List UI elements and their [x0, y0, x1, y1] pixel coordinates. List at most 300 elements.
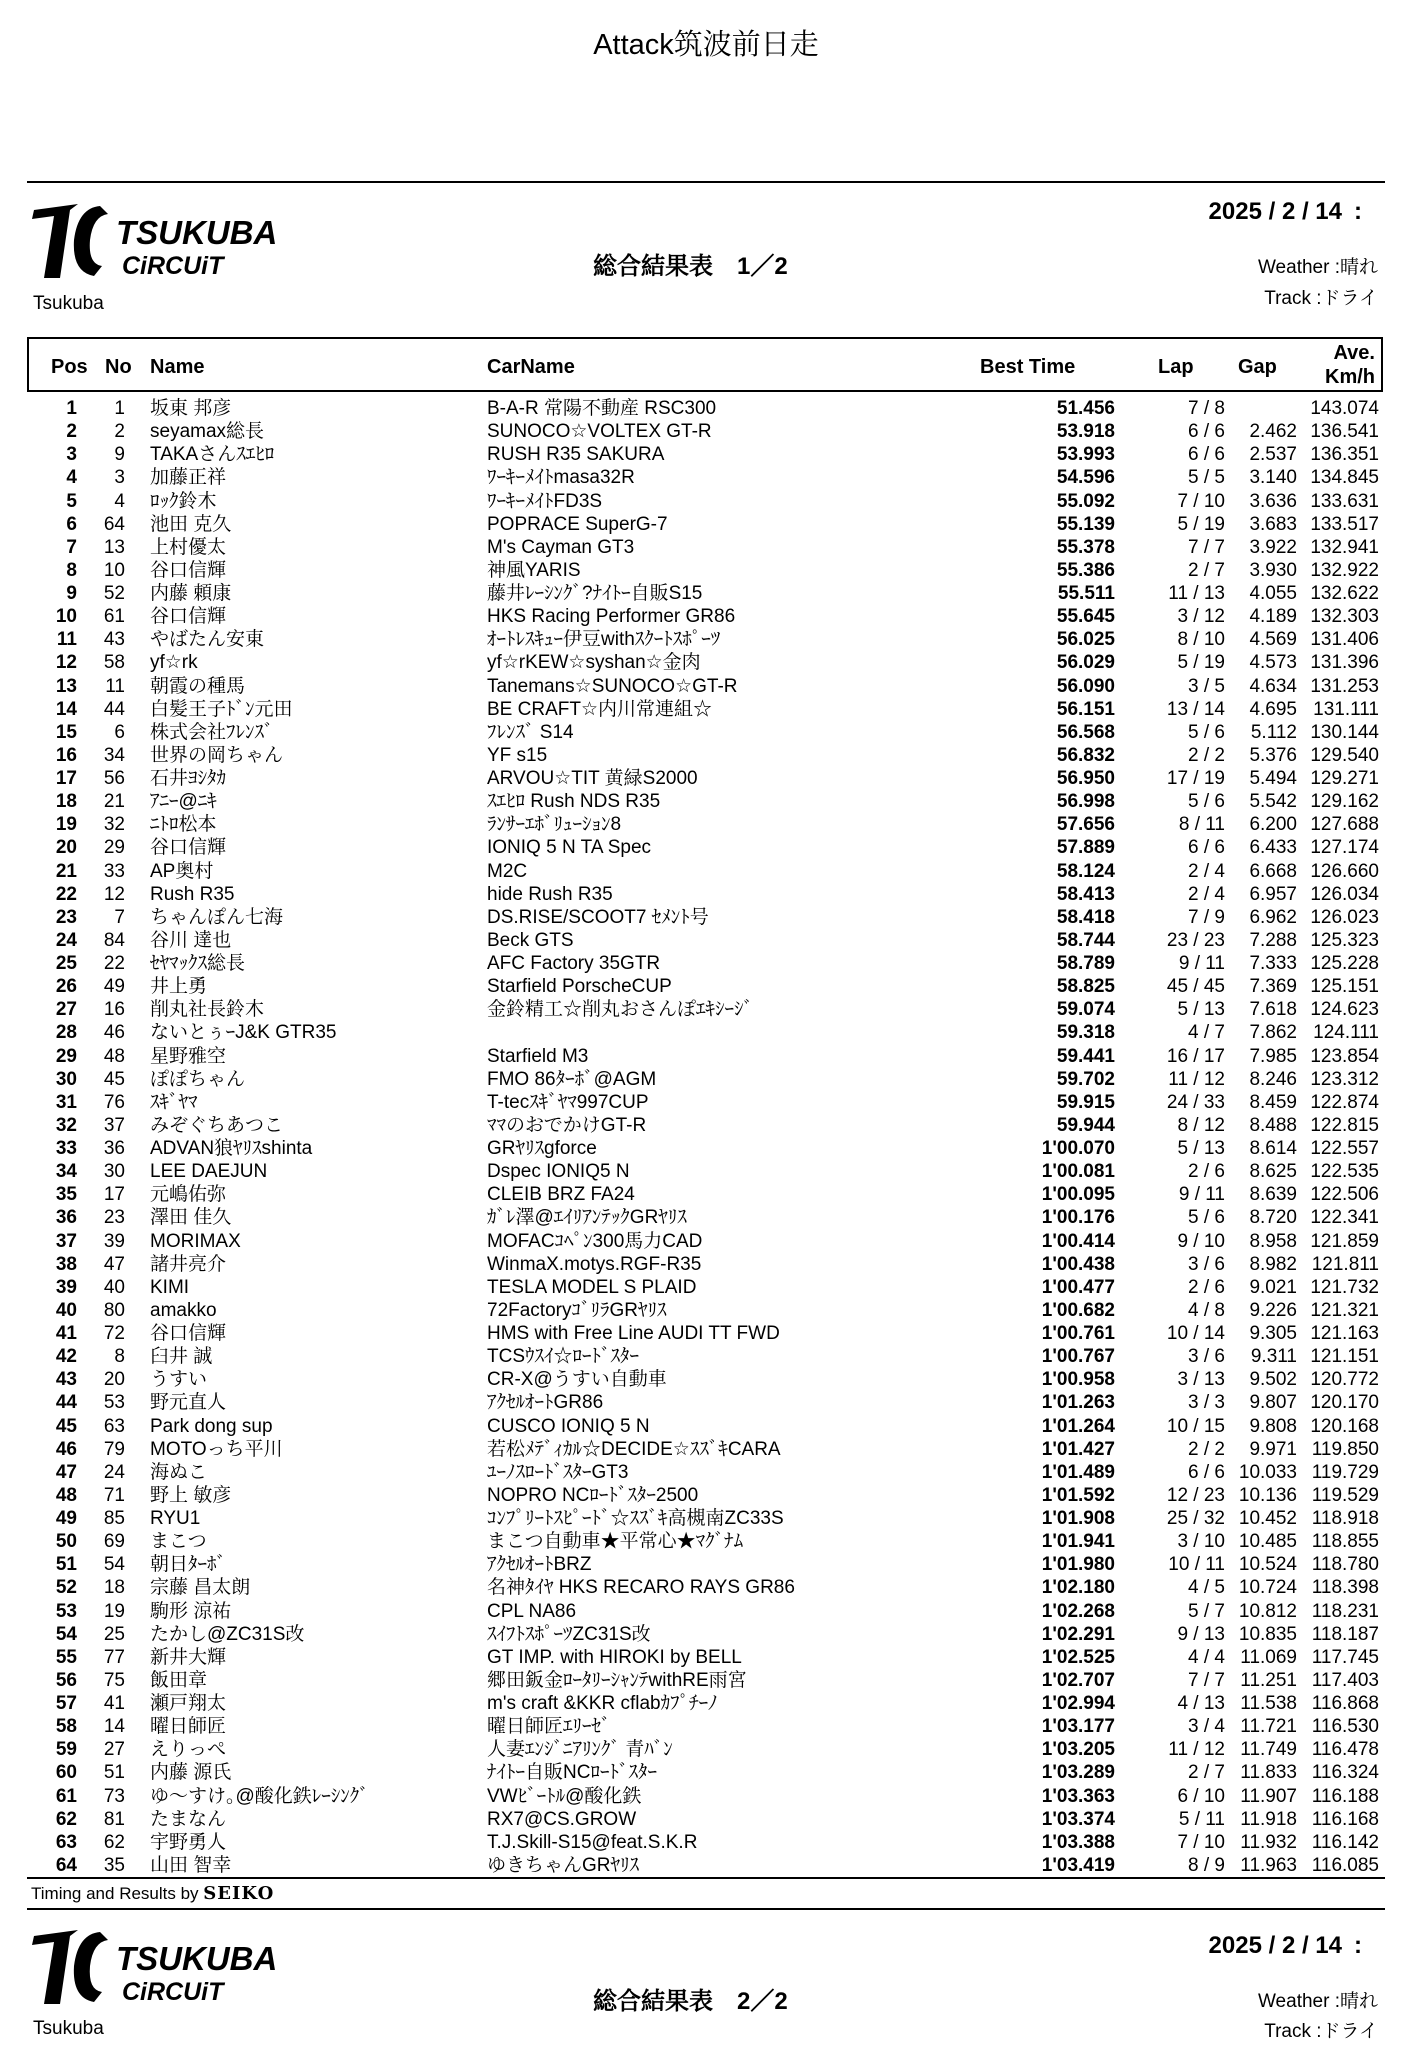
cell-name: うすい	[150, 1369, 208, 1391]
cell-gap: 2.537	[1249, 444, 1297, 466]
cell-name: 星野雅空	[150, 1045, 227, 1067]
cell-lap: 8 / 12	[1177, 1114, 1225, 1136]
cell-pos: 36	[55, 1207, 77, 1229]
cell-name: まこつ	[150, 1531, 207, 1553]
footer-rule	[27, 1908, 1385, 1910]
table-row	[27, 1299, 1385, 1322]
sheet-title-2: 総合結果表 2／2	[593, 1988, 788, 2015]
cell-no: 14	[103, 1716, 125, 1738]
cell-gap: 4.573	[1249, 652, 1297, 674]
cell-car: 若松ﾒﾃﾞｨｶﾙ☆DECIDE☆ｽｽﾞｷCARA	[487, 1438, 781, 1460]
cell-ave-speed: 132.303	[1310, 606, 1379, 628]
col-gap: Gap	[1238, 356, 1277, 378]
cell-ave-speed: 121.163	[1310, 1323, 1379, 1344]
cell-name: たまなん	[150, 1808, 227, 1830]
cell-lap: 5 / 6	[1188, 1207, 1225, 1229]
cell-gap: 3.930	[1249, 559, 1297, 581]
cell-car: T-tecｽｷﾞﾔﾏ997CUP	[487, 1091, 649, 1113]
table-row	[27, 582, 1385, 605]
cell-car: TESLA MODEL S PLAID	[487, 1276, 697, 1298]
cell-best-time: 56.568	[1056, 721, 1115, 743]
cell-gap: 9.311	[1250, 1346, 1297, 1368]
cell-ave-speed: 118.187	[1311, 1623, 1379, 1645]
cell-gap: 6.200	[1249, 814, 1297, 836]
cell-car: ｽｲﾌﾄｽﾎﾟｰﾂZC31S改	[487, 1623, 651, 1645]
cell-pos: 64	[55, 1854, 77, 1876]
cell-ave-speed: 131.396	[1310, 652, 1379, 674]
cell-best-time: 59.074	[1056, 999, 1115, 1021]
cell-gap: 7.985	[1249, 1045, 1297, 1067]
table-row	[27, 1576, 1385, 1599]
table-row	[27, 1276, 1385, 1299]
cell-gap: 9.021	[1249, 1276, 1297, 1298]
cell-lap: 5 / 7	[1188, 1600, 1225, 1622]
cell-no: 46	[103, 1022, 125, 1044]
cell-lap: 2 / 4	[1188, 883, 1225, 905]
location-label: Tsukuba	[33, 293, 104, 314]
cell-car: 72FactoryｺﾞﾘﾗGRﾔﾘｽ	[487, 1299, 667, 1321]
cell-pos: 30	[55, 1068, 77, 1090]
cell-pos: 2	[66, 421, 77, 443]
cell-name: MORIMAX	[150, 1230, 241, 1252]
cell-ave-speed: 117.403	[1311, 1669, 1379, 1691]
col-no: No	[105, 356, 132, 378]
table-row	[27, 1808, 1385, 1831]
cell-name: 宇野勇人	[150, 1831, 227, 1853]
cell-pos: 8	[66, 559, 77, 581]
cell-gap: 9.807	[1249, 1392, 1297, 1414]
cell-best-time: 1'02.994	[1041, 1693, 1115, 1714]
cell-car: Beck GTS	[487, 929, 574, 951]
cell-gap: 6.433	[1249, 837, 1297, 859]
cell-name: seyamax総長	[150, 421, 265, 443]
cell-pos: 32	[55, 1114, 77, 1136]
cell-gap: 5.542	[1249, 791, 1297, 813]
cell-car: MOFACｺﾍﾟﾝ300馬力CAD	[487, 1230, 703, 1252]
logo-text-circuit: CiRCUiT	[122, 252, 224, 280]
cell-lap: 24 / 33	[1166, 1091, 1225, 1113]
cell-ave-speed: 126.023	[1310, 906, 1379, 928]
cell-car: NOPRO NCﾛｰﾄﾞｽﾀｰ2500	[487, 1484, 699, 1506]
cell-pos: 51	[55, 1554, 77, 1576]
table-row	[27, 1368, 1385, 1391]
cell-pos: 48	[55, 1484, 77, 1506]
cell-lap: 10 / 11	[1168, 1554, 1225, 1576]
cell-name: amakko	[150, 1299, 217, 1321]
cell-no: 48	[103, 1045, 125, 1067]
cell-name: ぽぽちゃん	[150, 1068, 246, 1090]
event-date-2: 2025 / 2 / 14	[1208, 1932, 1342, 1959]
cell-lap: 2 / 7	[1188, 559, 1225, 581]
cell-lap: 7 / 10	[1177, 1831, 1225, 1853]
cell-car: Starfield M3	[487, 1045, 589, 1067]
cell-no: 64	[103, 513, 125, 535]
cell-car: DS.RISE/SCOOT7 ｾﾒﾝﾄ号	[487, 906, 709, 928]
cell-gap: 9.226	[1249, 1299, 1297, 1321]
cell-gap: 7.333	[1249, 953, 1297, 974]
cell-car: FMO 86ﾀｰﾎﾞ@AGM	[487, 1068, 657, 1090]
cell-name: ゆ～すけ｡@酸化鉄ﾚｰｼﾝｸﾞ	[150, 1785, 369, 1807]
cell-car: TCSｳｽｲ☆ﾛｰﾄﾞｽﾀｰ	[487, 1346, 640, 1368]
cell-no: 58	[103, 652, 125, 674]
cell-car: ﾜｰｷｰﾒｲﾄmasa32R	[487, 467, 635, 489]
cell-ave-speed: 129.540	[1310, 744, 1379, 766]
cell-lap: 10 / 15	[1166, 1415, 1225, 1437]
cell-pos: 10	[55, 606, 77, 628]
cell-best-time: 55.511	[1057, 583, 1115, 604]
cell-gap: 8.488	[1249, 1114, 1297, 1136]
cell-lap: 6 / 6	[1188, 444, 1225, 466]
cell-best-time: 1'01.908	[1041, 1508, 1115, 1529]
cell-ave-speed: 116.868	[1311, 1693, 1379, 1714]
cell-car: HKS Racing Performer GR86	[487, 606, 736, 628]
cell-pos: 26	[55, 976, 77, 998]
timing-credit: Timing and Results by SEIKO	[31, 1883, 275, 1904]
cell-pos: 12	[55, 652, 77, 674]
cell-gap: 8.614	[1249, 1138, 1297, 1159]
table-row	[27, 397, 1385, 420]
table-row	[27, 1068, 1385, 1091]
cell-ave-speed: 118.780	[1311, 1554, 1379, 1576]
cell-gap: 10.724	[1238, 1577, 1297, 1599]
table-row	[27, 860, 1385, 883]
cell-no: 25	[103, 1623, 125, 1645]
cell-name: ちゃんぽん七海	[150, 906, 284, 928]
cell-lap: 3 / 10	[1177, 1531, 1225, 1553]
cell-best-time: 1'01.427	[1041, 1438, 1115, 1460]
table-row	[27, 1669, 1385, 1692]
cell-ave-speed: 134.845	[1310, 467, 1379, 489]
table-row	[27, 998, 1385, 1021]
cell-pos: 45	[55, 1415, 77, 1437]
cell-name: RYU1	[150, 1508, 201, 1529]
cell-name: Rush R35	[150, 883, 235, 905]
cell-car: m's craft &KKR cflabｶﾌﾟﾁｰﾉ	[487, 1693, 718, 1714]
cell-ave-speed: 131.253	[1310, 675, 1379, 697]
table-row	[27, 883, 1385, 906]
cell-pos: 14	[55, 698, 77, 720]
cell-gap: 7.288	[1249, 929, 1297, 951]
cell-name: ｾﾔﾏｯｸｽ総長	[150, 953, 246, 974]
cell-gap: 5.112	[1250, 721, 1297, 743]
cell-car: CPL NA86	[487, 1600, 577, 1622]
col-ave: Ave. Km/h	[1325, 342, 1375, 388]
cell-name: 谷口信輝	[150, 559, 227, 581]
cell-pos: 60	[55, 1762, 77, 1784]
cell-name: 海ぬこ	[150, 1461, 208, 1483]
cell-car: WinmaX.motys.RGF-R35	[487, 1253, 702, 1275]
cell-ave-speed: 121.321	[1310, 1299, 1379, 1321]
top-rule	[27, 181, 1385, 183]
cell-ave-speed: 133.631	[1310, 490, 1379, 512]
table-row	[27, 559, 1385, 582]
cell-best-time: 1'02.525	[1041, 1646, 1115, 1668]
cell-pos: 25	[55, 953, 77, 974]
cell-pos: 34	[55, 1161, 77, 1183]
cell-gap: 11.907	[1240, 1785, 1297, 1807]
cell-lap: 5 / 6	[1188, 721, 1225, 743]
table-row	[27, 790, 1385, 813]
cell-no: 61	[103, 606, 125, 628]
cell-name: TAKAさんｽｴﾋﾛ	[150, 444, 275, 466]
cell-ave-speed: 132.941	[1310, 536, 1379, 558]
cell-pos: 58	[55, 1716, 77, 1738]
cell-lap: 25 / 32	[1166, 1508, 1225, 1529]
cell-ave-speed: 127.688	[1310, 814, 1379, 836]
cell-car: 神風YARIS	[487, 559, 581, 581]
cell-gap: 8.459	[1249, 1091, 1297, 1113]
cell-name: 株式会社ﾌﾚﾝｽﾞ	[150, 721, 274, 743]
cell-name: 内藤 頼康	[150, 583, 232, 604]
cell-gap: 4.055	[1249, 583, 1297, 604]
table-row	[27, 1600, 1385, 1623]
cell-pos: 33	[55, 1138, 77, 1159]
cell-best-time: 1'00.682	[1041, 1299, 1115, 1321]
cell-best-time: 1'01.941	[1041, 1531, 1115, 1553]
cell-car: ｱｸｾﾙｵｰﾄBRZ	[487, 1554, 592, 1576]
cell-best-time: 53.993	[1056, 444, 1115, 466]
cell-ave-speed: 119.729	[1311, 1461, 1379, 1483]
cell-best-time: 56.025	[1056, 629, 1115, 651]
cell-best-time: 56.029	[1056, 652, 1115, 674]
cell-best-time: 1'00.095	[1041, 1184, 1115, 1206]
seiko-logo: SEIKO	[203, 1883, 275, 1904]
cell-pos: 56	[55, 1669, 77, 1691]
cell-car: RX7@CS.GROW	[487, 1808, 637, 1830]
cell-no: 62	[103, 1831, 125, 1853]
cell-name: たかし@ZC31S改	[150, 1623, 305, 1645]
cell-gap: 8.720	[1249, 1207, 1297, 1229]
cell-no: 20	[103, 1369, 125, 1391]
cell-no: 12	[103, 883, 125, 905]
cell-no: 18	[103, 1577, 125, 1599]
cell-name: 坂東 邦彦	[150, 398, 232, 419]
cell-no: 63	[103, 1415, 125, 1437]
cell-car: ｽｴﾋﾛ Rush NDS R35	[487, 791, 661, 813]
cell-pos: 17	[55, 768, 77, 789]
cell-best-time: 1'00.081	[1041, 1161, 1115, 1183]
cell-best-time: 1'03.374	[1041, 1808, 1115, 1830]
cell-best-time: 1'03.177	[1041, 1716, 1115, 1738]
cell-no: 49	[103, 976, 125, 998]
table-row	[27, 1646, 1385, 1669]
cell-lap: 7 / 8	[1188, 398, 1225, 419]
cell-name: MOTOっち平川	[150, 1438, 283, 1460]
cell-car: ｵｰﾄﾚｽｷｭｰ伊豆withｽｸｰﾄｽﾎﾟｰﾂ	[487, 629, 721, 651]
table-row	[27, 490, 1385, 513]
table-row	[27, 1137, 1385, 1160]
cell-no: 80	[103, 1299, 125, 1321]
cell-lap: 8 / 10	[1177, 629, 1225, 651]
cell-lap: 5 / 13	[1177, 1138, 1225, 1159]
table-row	[27, 1114, 1385, 1137]
cell-no: 21	[103, 791, 125, 813]
cell-no: 10	[103, 559, 125, 581]
cell-lap: 23 / 23	[1166, 929, 1225, 951]
cell-pos: 15	[55, 721, 77, 743]
cell-pos: 13	[55, 675, 77, 697]
cell-gap: 2.462	[1249, 421, 1297, 443]
cell-best-time: 1'01.264	[1041, 1415, 1115, 1437]
col-car: CarName	[487, 356, 575, 378]
cell-no: 13	[103, 536, 125, 558]
cell-gap: 8.639	[1249, 1184, 1297, 1206]
cell-gap: 8.958	[1249, 1230, 1297, 1252]
cell-lap: 6 / 6	[1188, 837, 1225, 859]
cell-lap: 3 / 6	[1188, 1346, 1225, 1368]
cell-lap: 11 / 13	[1168, 583, 1225, 604]
cell-ave-speed: 119.850	[1311, 1438, 1379, 1460]
cell-best-time: 1'00.176	[1041, 1207, 1115, 1229]
cell-lap: 6 / 6	[1188, 421, 1225, 443]
cell-pos: 3	[66, 444, 77, 466]
cell-gap: 11.833	[1240, 1762, 1297, 1784]
cell-lap: 2 / 6	[1188, 1161, 1225, 1183]
cell-name: 澤田 佳久	[150, 1207, 232, 1229]
cell-gap: 11.538	[1240, 1693, 1297, 1714]
cell-name: 世界の岡ちゃん	[150, 744, 284, 766]
cell-no: 54	[103, 1554, 125, 1576]
cell-best-time: 58.825	[1056, 976, 1115, 998]
cell-lap: 17 / 19	[1166, 768, 1225, 789]
cell-ave-speed: 120.168	[1310, 1415, 1379, 1437]
cell-no: 44	[103, 698, 125, 720]
cell-name: 駒形 涼祐	[150, 1600, 232, 1622]
cell-best-time: 1'01.980	[1041, 1554, 1115, 1576]
cell-pos: 18	[55, 791, 77, 813]
cell-lap: 9 / 11	[1178, 1184, 1225, 1206]
cell-ave-speed: 126.660	[1310, 860, 1379, 882]
cell-best-time: 58.744	[1056, 929, 1115, 951]
cell-car: ﾜｰｷｰﾒｲﾄFD3S	[487, 490, 603, 512]
cell-best-time: 51.456	[1056, 398, 1115, 419]
cell-no: 43	[103, 629, 125, 651]
cell-gap: 11.963	[1240, 1854, 1297, 1876]
cell-best-time: 1'00.477	[1041, 1276, 1115, 1298]
table-row	[27, 929, 1385, 952]
weather-label: Weather :晴れ	[1257, 257, 1378, 278]
cell-lap: 5 / 11	[1178, 1808, 1225, 1830]
cell-ave-speed: 116.530	[1311, 1716, 1379, 1738]
cell-car: 郷田鈑金ﾛｰﾀﾘｰｼｬﾝﾃwithRE雨宮	[487, 1669, 747, 1691]
cell-pos: 52	[55, 1577, 77, 1599]
cell-name: 石井ﾖｼﾀｶ	[150, 768, 227, 789]
cell-gap: 11.069	[1240, 1646, 1297, 1668]
cell-name: 内藤 源氏	[150, 1762, 232, 1784]
cell-best-time: 59.915	[1056, 1091, 1115, 1113]
cell-best-time: 1'02.291	[1041, 1623, 1115, 1645]
cell-name: AP奥村	[150, 860, 214, 882]
cell-pos: 54	[55, 1623, 77, 1645]
table-row	[27, 1160, 1385, 1183]
cell-name: 白髪王子ﾄﾞﾝ元田	[150, 698, 293, 720]
cell-ave-speed: 116.188	[1311, 1785, 1379, 1807]
cell-gap: 6.668	[1249, 860, 1297, 882]
cell-name: 上村優太	[150, 536, 227, 558]
event-time: :	[1354, 198, 1362, 225]
cell-lap: 3 / 6	[1188, 1253, 1225, 1275]
table-row	[27, 513, 1385, 536]
table-row	[27, 1738, 1385, 1761]
cell-name: ｱﾆｰ@ﾆｷ	[150, 791, 217, 813]
cell-ave-speed: 122.815	[1310, 1114, 1379, 1136]
cell-car: IONIQ 5 N TA Spec	[487, 837, 652, 859]
cell-gap: 8.982	[1249, 1253, 1297, 1275]
table-row	[27, 1045, 1385, 1068]
cell-best-time: 57.889	[1056, 837, 1115, 859]
cell-pos: 35	[55, 1184, 77, 1206]
cell-no: 39	[103, 1230, 125, 1252]
cell-name: 曜日師匠	[150, 1716, 227, 1738]
cell-lap: 10 / 14	[1166, 1323, 1225, 1344]
cell-pos: 61	[55, 1785, 77, 1807]
cell-gap: 6.962	[1249, 906, 1297, 928]
cell-car: Starfield PorscheCUP	[487, 976, 672, 998]
cell-ave-speed: 122.506	[1310, 1184, 1379, 1206]
cell-no: 56	[103, 768, 125, 789]
cell-best-time: 1'02.707	[1041, 1669, 1115, 1691]
cell-lap: 7 / 9	[1188, 906, 1225, 928]
cell-no: 75	[103, 1669, 125, 1691]
cell-ave-speed: 121.732	[1310, 1276, 1379, 1298]
cell-no: 52	[103, 583, 125, 604]
cell-car: yf☆rKEW☆syshan☆金肉	[487, 652, 701, 674]
cell-name: KIMI	[150, 1276, 190, 1298]
cell-no: 77	[103, 1646, 125, 1668]
cell-best-time: 1'03.419	[1041, 1854, 1115, 1876]
cell-name: 池田 克久	[150, 513, 232, 535]
cell-ave-speed: 118.855	[1311, 1531, 1379, 1553]
cell-no: 47	[103, 1253, 125, 1275]
cell-car: GRﾔﾘｽgforce	[487, 1138, 597, 1159]
cell-car: RUSH R35 SAKURA	[487, 444, 665, 466]
cell-lap: 9 / 11	[1178, 953, 1225, 974]
cell-gap: 10.812	[1238, 1600, 1297, 1622]
cell-lap: 4 / 8	[1188, 1299, 1225, 1321]
cell-lap: 16 / 17	[1166, 1045, 1225, 1067]
cell-car: POPRACE SuperG-7	[487, 513, 668, 535]
cell-best-time: 59.441	[1056, 1045, 1115, 1067]
cell-best-time: 1'01.263	[1041, 1392, 1115, 1414]
cell-pos: 43	[55, 1369, 77, 1391]
cell-lap: 12 / 23	[1166, 1484, 1225, 1506]
cell-no: 37	[103, 1114, 125, 1136]
table-row	[27, 651, 1385, 674]
cell-car: HMS with Free Line AUDI TT FWD	[487, 1323, 780, 1344]
cell-car: CR-X@うすい自動車	[487, 1369, 667, 1391]
cell-lap: 5 / 19	[1177, 652, 1225, 674]
cell-name: 朝日ﾀｰﾎﾞ	[150, 1554, 227, 1576]
cell-no: 41	[103, 1693, 125, 1714]
cell-no: 8	[114, 1346, 125, 1368]
cell-ave-speed: 124.111	[1313, 1022, 1379, 1044]
cell-name: 谷口信輝	[150, 1323, 227, 1344]
cell-ave-speed: 131.111	[1313, 698, 1379, 720]
cell-pos: 53	[55, 1600, 77, 1622]
cell-lap: 2 / 4	[1188, 860, 1225, 882]
cell-lap: 8 / 11	[1178, 814, 1225, 836]
table-row	[27, 1230, 1385, 1253]
table-row	[27, 813, 1385, 836]
table-row	[27, 1854, 1385, 1877]
table-row	[27, 1507, 1385, 1530]
cell-name: 飯田章	[150, 1669, 208, 1691]
table-row	[27, 906, 1385, 929]
tsukuba-circuit-logo	[30, 200, 340, 282]
cell-ave-speed: 116.478	[1311, 1739, 1379, 1761]
cell-no: 16	[103, 999, 125, 1021]
cell-best-time: 1'03.363	[1041, 1785, 1115, 1807]
